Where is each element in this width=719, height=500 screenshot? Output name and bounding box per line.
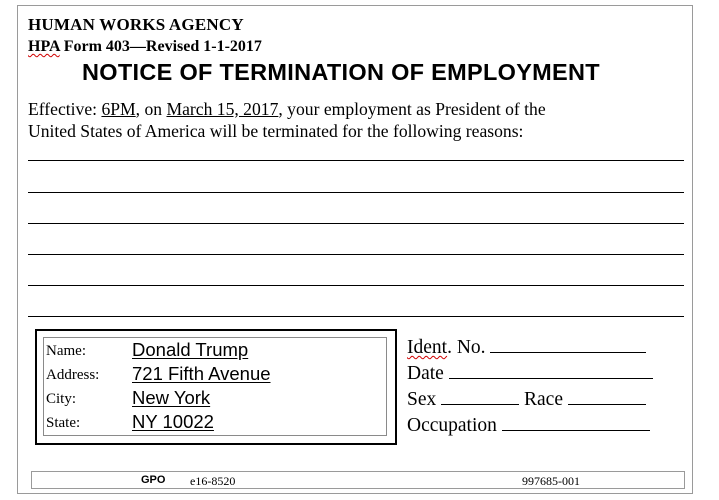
on-text: , on <box>135 99 167 119</box>
ident-field <box>407 337 646 359</box>
form-revision: Form 403—Revised 1-1-2017 <box>59 38 262 55</box>
effective-date: March 15, 2017 <box>166 99 279 119</box>
sex-race-field <box>407 389 646 411</box>
effective-time: 6PM <box>101 99 136 119</box>
reason-line-5[interactable] <box>28 285 684 286</box>
name-value[interactable]: Donald Trump <box>132 339 249 360</box>
sex-label: Sex <box>407 389 437 410</box>
form-prefix: HPA <box>28 38 60 55</box>
ident-prefix: Ident <box>407 337 448 358</box>
address-label: Address: <box>46 367 100 383</box>
occupation-input[interactable] <box>502 416 650 431</box>
agency-name: HUMAN WORKS AGENCY <box>28 15 244 34</box>
race-input[interactable] <box>568 390 646 405</box>
effective-label: Effective: <box>28 99 102 119</box>
state-label: State: <box>46 415 81 431</box>
city-label: City: <box>46 391 77 407</box>
date-label: Date <box>407 363 444 384</box>
sex-input[interactable] <box>441 390 519 405</box>
ident-label: . No. <box>447 337 486 358</box>
notice-line-1-rest: , your employment as President of the <box>278 99 546 119</box>
reason-line-1[interactable] <box>28 160 684 161</box>
date-field <box>407 363 653 385</box>
occupation-label: Occupation <box>407 415 497 436</box>
footer-code-left: e16-8520 <box>190 474 236 488</box>
notice-line-2: United States of America will be terminated for the following reasons: <box>28 121 524 141</box>
page-title: NOTICE OF TERMINATION OF EMPLOYMENT <box>82 59 600 85</box>
race-label: Race <box>524 389 563 410</box>
state-value[interactable]: NY 10022 <box>132 411 214 432</box>
footer-box <box>31 471 685 489</box>
address-value[interactable]: 721 Fifth Avenue <box>132 363 271 384</box>
reason-line-4[interactable] <box>28 254 684 255</box>
city-value[interactable]: New York <box>132 387 211 408</box>
reason-line-2[interactable] <box>28 192 684 193</box>
reason-line-6[interactable] <box>28 316 684 317</box>
notice-line-1 <box>28 98 688 120</box>
ident-input[interactable] <box>490 338 646 353</box>
form-number <box>28 38 262 56</box>
name-label: Name: <box>46 343 86 359</box>
reason-line-3[interactable] <box>28 223 684 224</box>
occupation-field <box>407 415 650 437</box>
notice-text <box>28 98 688 142</box>
footer-gpo: GPO <box>141 474 166 486</box>
date-input[interactable] <box>449 364 653 379</box>
footer-code-right: 997685-001 <box>522 474 580 488</box>
